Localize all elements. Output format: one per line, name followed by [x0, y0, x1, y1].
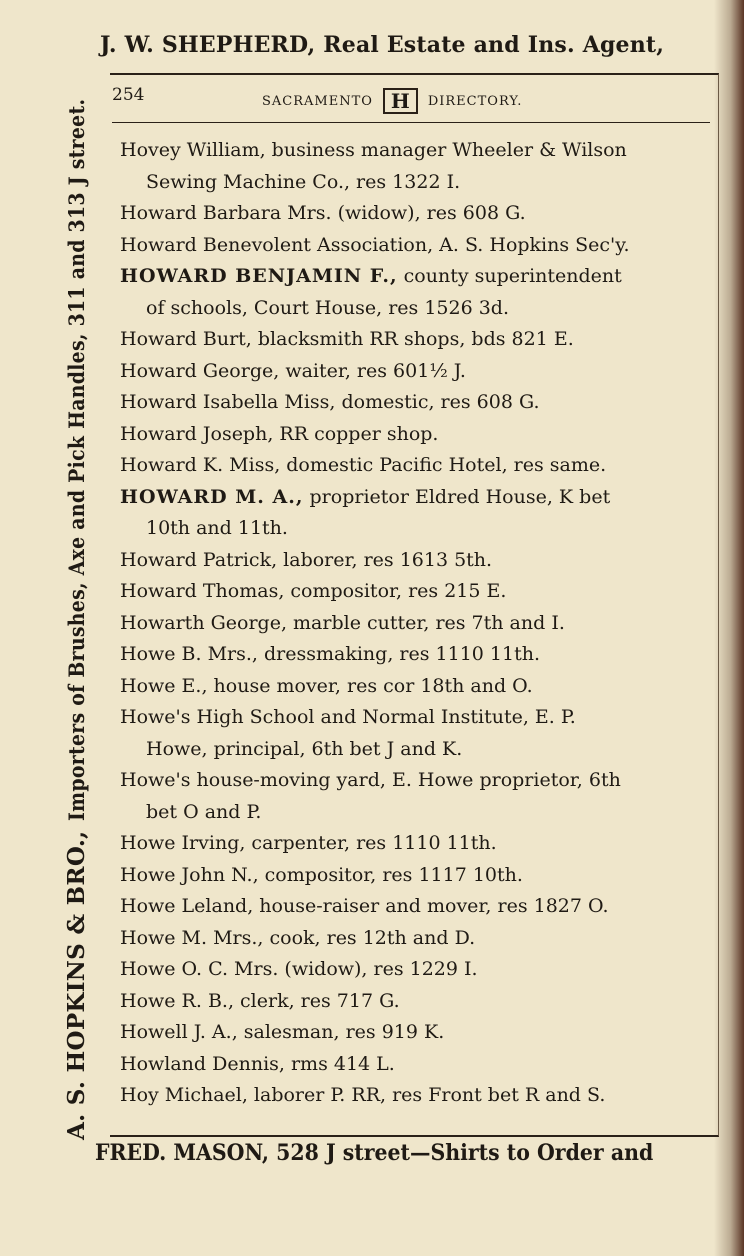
entry-first-line	[120, 954, 710, 986]
running-head-city: SACRAMENTO	[262, 93, 373, 109]
entry-line-text: Howe B. Mrs., dressmaking, res 1110 11th.	[120, 643, 541, 665]
entry-first-line	[120, 482, 710, 514]
entry-text	[120, 828, 497, 860]
directory-entry	[120, 986, 710, 1018]
entry-text	[120, 891, 609, 923]
entry-first-line	[120, 230, 710, 262]
entry-text	[120, 387, 540, 419]
entry-line-text: Howard Isabella Miss, domestic, res 608 G.	[120, 391, 540, 413]
directory-entry	[120, 198, 710, 230]
entry-line-text: Howard Joseph, RR copper shop.	[120, 422, 439, 445]
directory-entry	[120, 860, 710, 892]
entry-first-line	[120, 324, 710, 356]
top-advertisement-banner	[100, 32, 722, 58]
directory-entry	[120, 1049, 710, 1081]
side-advertiser-name: A. S. HOPKINS & BRO.,	[62, 830, 90, 1140]
directory-entry	[120, 324, 710, 356]
entry-line-text: Howarth George, marble cutter, res 7th and I.	[120, 611, 565, 634]
directory-entry	[120, 828, 710, 860]
entry-text	[120, 1017, 444, 1049]
directory-entry	[120, 765, 710, 828]
entry-first-line	[120, 356, 710, 388]
directory-entry	[120, 1080, 710, 1112]
entry-first-line	[120, 387, 710, 419]
entry-text	[120, 324, 574, 356]
entry-line-text: Howard George, waiter, res 601½ J.	[120, 359, 466, 382]
entry-first-line	[120, 1017, 710, 1049]
entry-first-line	[120, 702, 710, 734]
directory-entry	[120, 576, 710, 608]
entry-text	[146, 797, 261, 829]
entry-line-text: Howard K. Miss, domestic Pacific Hotel, res same.	[120, 454, 607, 476]
header-rule	[112, 122, 710, 123]
entry-first-line	[120, 576, 710, 608]
entry-line-text: of schools, Court House, res 1526 3d.	[146, 296, 510, 319]
entry-continuation-line	[120, 293, 710, 325]
entry-text	[120, 135, 627, 167]
entry-text	[120, 860, 523, 892]
directory-entry	[120, 702, 710, 765]
entry-first-line	[120, 828, 710, 860]
page-number: 254	[112, 85, 145, 105]
directory-entry	[120, 450, 710, 482]
entry-first-line	[120, 198, 710, 230]
entry-line-text: Howard Barbara Mrs. (widow), res 608 G.	[120, 202, 526, 224]
entry-line-text: bet O and P.	[146, 800, 262, 823]
entry-first-line	[120, 671, 710, 703]
entry-line-text: Howe Leland, house-raiser and mover, res 1827 O.	[120, 895, 609, 917]
entry-first-line	[120, 419, 710, 451]
entry-line-text: Howe's house-moving yard, E. Howe proprietor, 6th	[120, 769, 621, 791]
entry-line-text: county superintendent	[397, 265, 622, 287]
entry-line-text: Howe R. B., clerk, res 717 G.	[120, 989, 400, 1012]
directory-entry	[120, 608, 710, 640]
entry-text	[120, 230, 630, 262]
entry-text	[120, 765, 621, 797]
side-advertisement-banner	[56, 60, 96, 1140]
entry-first-line	[120, 261, 710, 293]
entry-line-text: Howe Irving, carpenter, res 1110 11th.	[120, 832, 497, 854]
entry-text	[120, 482, 610, 514]
entry-line-text: Howe's High School and Normal Institute, E. P.	[120, 706, 576, 728]
entry-text	[120, 1049, 395, 1081]
running-title	[262, 88, 522, 114]
entry-continuation-line	[120, 167, 710, 199]
entry-first-line	[120, 1049, 710, 1081]
entry-line-text: Howard Benevolent Association, A. S. Hopkins Sec'y.	[120, 233, 630, 256]
entry-line-text: Howell J. A., salesman, res 919 K.	[120, 1021, 445, 1043]
entry-text	[120, 608, 565, 640]
entry-line-text: proprietor Eldred House, K bet	[303, 485, 611, 508]
entry-bold-name: HOWARD BENJAMIN F.,	[120, 265, 398, 287]
entry-continuation-line	[120, 797, 710, 829]
bottom-advertisement-banner	[95, 1140, 681, 1166]
entry-line-text: Howe M. Mrs., cook, res 12th and D.	[120, 926, 476, 949]
entry-first-line	[120, 639, 710, 671]
entry-first-line	[120, 891, 710, 923]
entry-text	[120, 576, 506, 608]
directory-entries	[120, 135, 710, 1112]
entry-first-line	[120, 860, 710, 892]
entry-bold-name: HOWARD M. A.,	[120, 485, 304, 508]
entry-line-text: Howard Burt, blacksmith RR shops, bds 821 E.	[120, 328, 574, 350]
entry-first-line	[120, 545, 710, 577]
entry-text	[120, 702, 576, 734]
entry-first-line	[120, 765, 710, 797]
entry-continuation-line	[120, 513, 710, 545]
entry-text	[120, 261, 622, 293]
entry-text	[120, 986, 400, 1018]
entry-text	[120, 954, 478, 986]
directory-entry	[120, 923, 710, 955]
entry-line-text: Howe E., house mover, res cor 18th and O.	[120, 674, 533, 697]
entry-text	[146, 293, 509, 325]
directory-entry	[120, 419, 710, 451]
entry-text	[120, 923, 475, 955]
entry-first-line	[120, 135, 710, 167]
advertiser-name: J. W. SHEPHERD,	[100, 32, 316, 58]
section-letter: H	[383, 88, 418, 114]
entry-text	[120, 671, 533, 703]
entry-first-line	[120, 1080, 710, 1112]
directory-entry	[120, 387, 710, 419]
entry-line-text: Sewing Machine Co., res 1322 I.	[146, 170, 461, 193]
directory-entry	[120, 671, 710, 703]
entry-first-line	[120, 923, 710, 955]
entry-text	[120, 639, 540, 671]
entry-line-text: Howard Thomas, compositor, res 215 E.	[120, 580, 507, 602]
directory-entry	[120, 1017, 710, 1049]
directory-entry	[120, 230, 710, 262]
entry-line-text: Hoy Michael, laborer P. RR, res Front bet R and S.	[120, 1084, 606, 1106]
entry-text	[146, 513, 288, 545]
entry-text	[146, 734, 462, 766]
directory-entry	[120, 356, 710, 388]
entry-text	[120, 198, 526, 230]
directory-entry	[120, 545, 710, 577]
entry-line-text: Hovey William, business manager Wheeler & Wilson	[120, 139, 627, 161]
entry-text	[146, 167, 460, 199]
entry-text	[120, 450, 606, 482]
directory-entry	[120, 891, 710, 923]
running-head	[112, 83, 712, 113]
entry-text	[120, 1080, 605, 1112]
entry-line-text: 10th and 11th.	[146, 517, 288, 539]
side-advertiser-business: Importers of Brushes, Axe and Pick Handles, 311 and 313 J street.	[63, 98, 89, 821]
entry-first-line	[120, 608, 710, 640]
entry-first-line	[120, 986, 710, 1018]
directory-entry	[120, 639, 710, 671]
running-head-word: DIRECTORY.	[427, 93, 523, 109]
entry-text	[120, 545, 492, 577]
entry-line-text: Howe O. C. Mrs. (widow), res 1229 I.	[120, 958, 478, 980]
entry-text	[120, 419, 438, 451]
directory-entry	[120, 482, 710, 545]
entry-first-line	[120, 450, 710, 482]
entry-line-text: Howe John N., compositor, res 1117 10th.	[120, 863, 523, 886]
entry-text	[120, 356, 466, 388]
directory-entry	[120, 954, 710, 986]
entry-line-text: Howland Dennis, rms 414 L.	[120, 1052, 395, 1075]
entry-line-text: Howard Patrick, laborer, res 1613 5th.	[120, 548, 493, 571]
entry-line-text: Howe, principal, 6th bet J and K.	[146, 737, 463, 760]
entry-continuation-line	[120, 734, 710, 766]
directory-entry	[120, 261, 710, 324]
bottom-advertiser-text: FRED. MASON, 528 J street—Shirts to Order and	[95, 1140, 654, 1166]
advertiser-business: Real Estate and Ins. Agent,	[323, 32, 665, 58]
directory-entry	[120, 135, 710, 198]
